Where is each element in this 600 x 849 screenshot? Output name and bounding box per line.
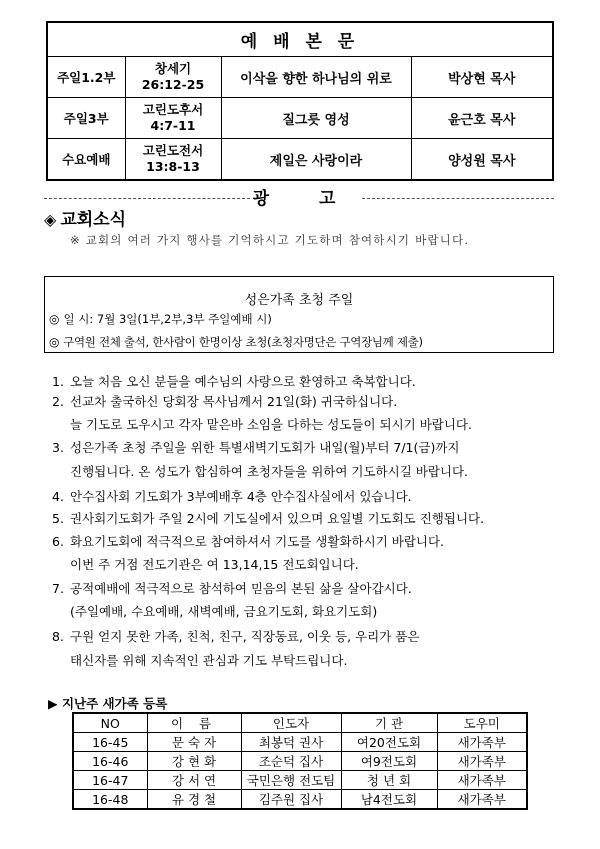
item-text-continued: 이번 주 거점 전도기관은 여 13,14,15 전도회입니다. [70,557,359,572]
table-row [73,771,527,790]
item-number: 5. [52,511,64,526]
table-header-row [73,713,527,733]
sermon-title: 제일은 사랑이라 [221,139,411,181]
scripture-ref: 26:12-25 [141,77,205,92]
table-cell: 김주원 집사 [241,790,341,810]
divider-right [362,198,554,199]
item-text-continued: 태신자를 위해 지속적인 관심과 기도 부탁드립니다. [70,653,348,668]
list-item [52,627,419,645]
invitation-notice-box [44,276,554,353]
column-header: 이 름 [147,713,241,733]
scripture-book: 고린도후서 [142,102,204,117]
service-name: 주일1.2부 [47,57,125,98]
bullet-circle-icon: ◎ [49,312,60,326]
table-cell: 남4전도회 [341,790,437,810]
item-number: 3. [52,440,64,455]
item-number: 4. [52,489,64,504]
item-text: 선교차 출국하신 당회장 목사님께서 21일(화) 귀국하십니다. [70,394,398,409]
column-header: NO [73,713,147,733]
table-cell: 국민은행 전도팀 [241,771,341,790]
service-name: 수요예배 [47,139,125,181]
item-text: 성은가족 초청 주일을 위한 특별새벽기도회가 내일(월)부터 7/1(금)까지 [70,440,460,455]
item-text-continued: 진행됩니다. 온 성도가 합심하여 초청자들을 위하여 기도하시길 바랍니다. [70,464,469,479]
column-header: 도우미 [437,713,527,733]
church-news-title [44,205,126,230]
list-item [52,392,397,410]
scripture-book: 고린도전서 [142,143,204,158]
new-family-label: 지난주 새가족 등록 [61,696,168,711]
column-header: 인도자 [241,713,341,733]
new-family-title [48,694,167,712]
item-number: 7. [52,581,64,596]
table-row [73,733,527,752]
table-cell: 새가족부 [437,790,527,810]
new-family-table [72,712,528,810]
item-number: 1. [52,374,64,389]
church-news-note: ※ 교회의 여러 가지 행사를 기억하시고 기도하며 참여하시기 바랍니다. [70,233,470,247]
table-cell: 여9전도회 [341,752,437,771]
notice-line-text: 일 시: 7월 3일(1부,2부,3부 주일예배 시) [63,312,272,326]
item-number: 2. [52,394,64,409]
table-cell: 새가족부 [437,733,527,752]
church-news-label: 교회소식 [60,210,127,230]
table-cell: 강 서 연 [147,771,241,790]
sermon-title: 이삭을 향한 하나님의 위로 [221,57,411,98]
table-cell: 최봉덕 권사 [241,733,341,752]
table-cell: 강 현 화 [147,752,241,771]
table-cell: 문 숙 자 [147,733,241,752]
sermon-title: 질그릇 영성 [221,98,411,139]
table-cell: 유 경 철 [147,790,241,810]
item-number: 8. [52,629,64,644]
list-item [52,487,412,505]
divider-left [44,198,250,199]
list-item [52,372,416,390]
item-text: 공적예배에 적극적으로 참석하여 믿음의 본된 삶을 살아갑시다. [70,581,412,596]
diamond-icon: ◈ [44,210,57,229]
table-cell: 16-45 [73,733,147,752]
worship-table [46,21,554,181]
notice-title: 성은가족 초청 주일 [244,293,354,308]
worship-row [47,57,553,98]
scripture-ref: 13:8-13 [146,159,200,174]
table-cell: 16-46 [73,752,147,771]
table-cell: 새가족부 [437,771,527,790]
table-row [73,752,527,771]
item-text-continued: 늘 기도로 도우시고 각자 맡은바 소임을 다하는 성도들이 되시기 바랍니다. [70,417,472,432]
preacher: 윤근호 목사 [411,98,553,139]
announcements-heading: 광 고 [252,189,358,209]
worship-row [47,139,553,181]
table-cell: 새가족부 [437,752,527,771]
table-row [73,790,527,810]
item-text: 오늘 처음 오신 분들을 예수님의 사랑으로 환영하고 축복합니다. [70,374,416,389]
table-cell: 청 년 회 [341,771,437,790]
scripture [125,57,221,98]
list-item [52,579,412,597]
item-text: 화요기도회에 적극적으로 참여하셔서 기도를 생활화하시기 바랍니다. [70,534,445,549]
table-cell: 16-47 [73,771,147,790]
item-number: 6. [52,534,64,549]
preacher: 박상현 목사 [411,57,553,98]
notice-line-text: 구역원 전체 출석, 한사람이 한명이상 초청(초청자명단은 구역장님께 제출) [63,335,423,349]
list-item [52,438,460,456]
item-text: 안수집사회 기도회가 3부예배후 4층 안수집사실에서 있습니다. [70,489,412,504]
list-item [52,509,484,527]
table-cell: 여20전도회 [341,733,437,752]
scripture-book: 창세기 [154,61,192,76]
bullet-circle-icon: ◎ [49,335,60,349]
scripture-ref: 4:7-11 [150,118,196,133]
item-text-continued: (주일예배, 수요예배, 새벽예배, 금요기도회, 화요기도회) [70,604,378,619]
scripture [125,98,221,139]
item-text: 권사회기도회가 주일 2시에 기도실에서 있으며 요일별 기도회도 진행됩니다. [70,511,485,526]
table-cell: 조순덕 집사 [241,752,341,771]
item-text: 구원 얻지 못한 가족, 친척, 친구, 직장동료, 이웃 등, 우리가 품은 [70,629,420,644]
service-name: 주일3부 [47,98,125,139]
notice-line [49,311,272,327]
list-item [52,532,444,550]
preacher: 양성원 목사 [411,139,553,181]
column-header: 기 관 [341,713,437,733]
scripture [125,139,221,181]
worship-row [47,98,553,139]
notice-line [49,334,423,350]
worship-table-title: 예 배 본 문 [47,22,553,57]
triangle-right-icon: ▶ [48,696,58,711]
table-cell: 16-48 [73,790,147,810]
